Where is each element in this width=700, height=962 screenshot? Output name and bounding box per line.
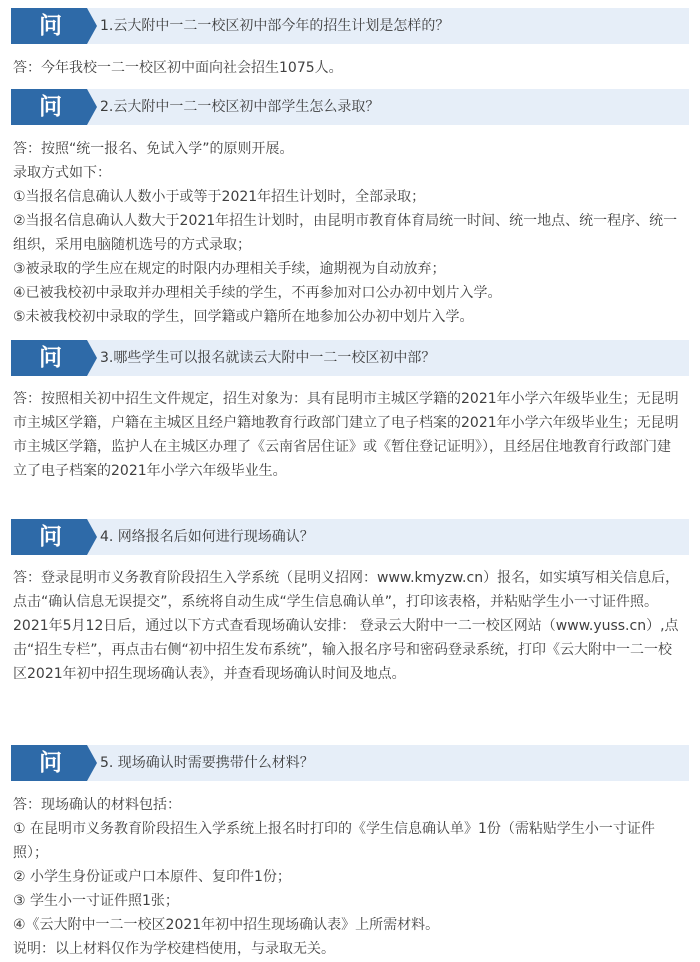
answer-line: ③ 学生小一寸证件照1张； bbox=[13, 893, 179, 909]
answer-line: ⑤未被我校初中录取的学生，回学籍或户籍所在地参加公办初中划片入学。 bbox=[13, 309, 474, 325]
question-text-4: 4. 网络报名后如何进行现场确认？ bbox=[100, 529, 314, 545]
question-badge: 问 bbox=[14, 745, 87, 781]
answer-block-3 bbox=[13, 387, 683, 483]
question-text-2: 2.云大附中一二一校区初中部学生怎么录取？ bbox=[100, 99, 380, 115]
answer-block-1 bbox=[13, 56, 683, 80]
answer-block-4 bbox=[13, 566, 683, 686]
answer-line: ③被录取的学生应在规定的时限内办理相关手续，逾期视为自动放弃； bbox=[13, 261, 446, 277]
question-bar-4 bbox=[11, 519, 689, 555]
answer-line: 答：按照“统一报名、免试入学”的原则开展。 bbox=[13, 141, 294, 157]
answer-line: 2021年5月12日后，通过以下方式查看现场确认安排： 登录云大附中一二一校区网站（www.yuss.cn）,点击“招生专栏”，再点击右侧“初中招生发布系统”，输入报名序号和密码登录系统，打印《云大附中一二一校区2021年初中招生现场确认表》，并查看现场确认时间及地点。 bbox=[13, 618, 679, 682]
question-text-5: 5. 现场确认时需要携带什么材料？ bbox=[100, 755, 314, 771]
question-bar-3 bbox=[11, 340, 689, 376]
question-badge: 问 bbox=[14, 8, 87, 44]
question-badge: 问 bbox=[14, 89, 87, 125]
answer-line: ④《云大附中一二一校区2021年初中招生现场确认表》上所需材料。 bbox=[13, 917, 440, 933]
answer-line: ①当报名信息确认人数小于或等于2021年招生计划时，全部录取； bbox=[13, 189, 426, 205]
answer-line: ② 小学生身份证或户口本原件、复印件1份； bbox=[13, 869, 291, 885]
answer-line: 录取方式如下： bbox=[13, 165, 111, 181]
answer-line: ① 在昆明市义务教育阶段招生入学系统上报名时打印的《学生信息确认单》1份（需粘贴学生小一寸证件照）； bbox=[13, 821, 655, 861]
answer-line: 答：登录昆明市义务教育阶段招生入学系统（昆明义招网：www.kmyzw.cn）报名，如实填写相关信息后，点击“确认信息无误提交”，系统将自动生成“学生信息确认单”，打印该表格，并粘贴学生小一寸证件照。 bbox=[13, 570, 680, 610]
answer-block-5 bbox=[13, 793, 683, 961]
question-bar-1 bbox=[11, 8, 689, 44]
answer-line: 答：现场确认的材料包括： bbox=[13, 797, 181, 813]
answer-line: 答：按照相关初中招生文件规定，招生对象为：具有昆明市主城区学籍的2021年小学六年级毕业生；无昆明市主城区学籍，户籍在主城区且经户籍地教育行政部门建立了电子档案的2021年小学六年级毕业生；无昆明市主城区学籍，监护人在主城区办理了《云南省居住证》或《暂住登记证明》），且经居住地教育行政部门建立了电子档案的2021年小学六年级毕业生。 bbox=[13, 391, 679, 479]
answer-line: ②当报名信息确认人数大于2021年招生计划时，由昆明市教育体育局统一时间、统一地点、统一程序、统一组织，采用电脑随机选号的方式录取； bbox=[13, 213, 678, 253]
question-badge: 问 bbox=[14, 519, 87, 555]
answer-block-2 bbox=[13, 137, 683, 329]
question-text-3: 3.哪些学生可以报名就读云大附中一二一校区初中部？ bbox=[100, 350, 436, 366]
answer-line: 答：今年我校一二一校区初中面向社会招生1075人。 bbox=[13, 60, 343, 76]
question-text-1: 1.云大附中一二一校区初中部今年的招生计划是怎样的？ bbox=[100, 18, 450, 34]
question-badge: 问 bbox=[14, 340, 87, 376]
answer-line: ④已被我校初中录取并办理相关手续的学生，不再参加对口公办初中划片入学。 bbox=[13, 285, 502, 301]
answer-line: 说明：以上材料仅作为学校建档使用，与录取无关。 bbox=[13, 941, 335, 957]
question-bar-2 bbox=[11, 89, 689, 125]
question-bar-5 bbox=[11, 745, 689, 781]
